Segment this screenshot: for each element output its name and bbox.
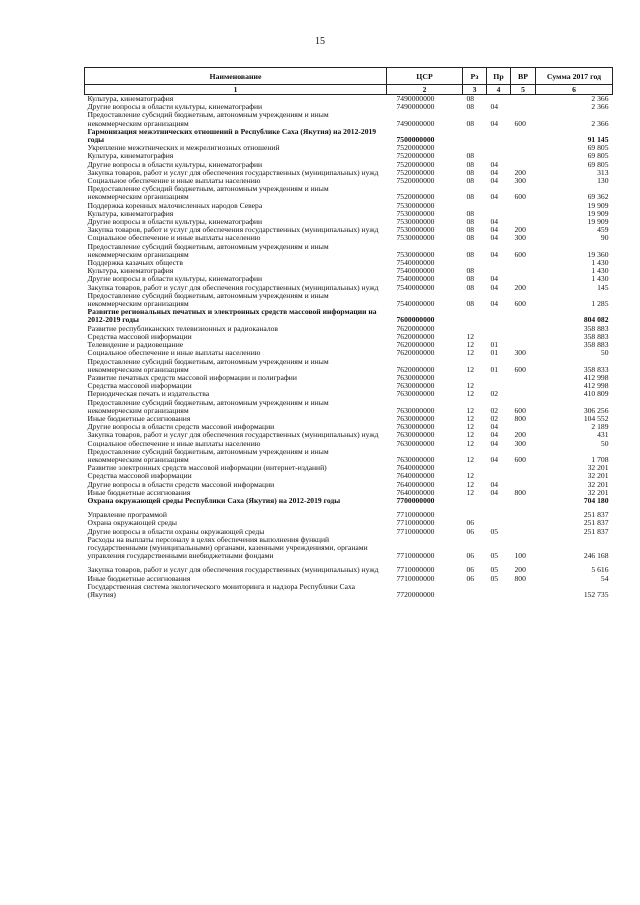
row-vr: 300 bbox=[514, 233, 526, 243]
row-vr bbox=[511, 210, 536, 218]
row-vr bbox=[511, 103, 536, 111]
row-name: Укрепление межэтнических и межрелигиозных отношений bbox=[87, 143, 280, 153]
row-sum: 2 189 bbox=[591, 422, 609, 432]
row-sum: 2 366 bbox=[591, 94, 609, 103]
row-sum: 251 837 bbox=[583, 510, 609, 520]
row-vr: 300 bbox=[514, 176, 526, 186]
row-code: 7630000000 bbox=[396, 454, 435, 464]
row-vr: 600 bbox=[514, 364, 526, 374]
row-sum: 1 430 bbox=[591, 274, 609, 284]
row-vr: 100 bbox=[514, 551, 526, 561]
row-name: Государственная система экологического мониторинга и надзора Республики Саха (Якутия) bbox=[87, 581, 356, 599]
header-csr: ЦСР bbox=[387, 68, 463, 85]
row-vr: 600 bbox=[514, 249, 526, 259]
row-name: Закупка товаров, работ и услуг для обеспечения государственных (муниципальных) нужд bbox=[87, 565, 379, 575]
row-name: Гармонизация межэтнических отношений в Республике Саха (Якутия) на 2012-2019 годы bbox=[87, 126, 377, 145]
row-pr: 04 bbox=[490, 274, 499, 284]
row-pr: 04 bbox=[490, 249, 499, 259]
row-vr bbox=[511, 152, 536, 160]
table-header-row bbox=[85, 68, 613, 85]
row-sum: 69 805 bbox=[587, 151, 609, 161]
row-pr: 04 bbox=[490, 192, 499, 202]
row-sum: 2 366 bbox=[591, 102, 609, 112]
row-name: Другие вопросы в области культуры, кинематографии bbox=[87, 274, 263, 284]
row-sum: 50 bbox=[600, 438, 609, 448]
row-vr: 600 bbox=[514, 299, 526, 309]
row-name: Другие вопросы в области охраны окружающей среды bbox=[87, 526, 265, 536]
row-vr bbox=[511, 202, 536, 210]
row-sum: 19 909 bbox=[587, 200, 609, 210]
row-pr: 01 bbox=[490, 364, 499, 374]
row-name: Предоставление субсидий бюджетным, автономным учреждениям и иным некоммерческим организациям bbox=[87, 184, 329, 202]
row-code: 7710000000 bbox=[396, 551, 435, 561]
row-sum: 804 082 bbox=[583, 315, 609, 325]
row-rz: 12 bbox=[466, 471, 475, 481]
row-sum: 431 bbox=[597, 430, 609, 440]
row-sum: 54 bbox=[600, 573, 609, 583]
row-vr: 300 bbox=[514, 438, 526, 448]
row-code: 7490000000 bbox=[396, 94, 435, 103]
row-rz bbox=[463, 308, 487, 324]
row-rz: 08 bbox=[466, 208, 475, 218]
header-name: Наименование bbox=[85, 68, 387, 85]
row-sum: 5 616 bbox=[591, 565, 609, 575]
table-body bbox=[85, 95, 613, 600]
row-name: Поддержка казачьих обществ bbox=[87, 258, 183, 268]
row-code: 7620000000 bbox=[396, 340, 435, 350]
row-name: Закупка товаров, работ и услуг для обеспечения государственных (муниципальных) нужд bbox=[87, 430, 379, 440]
row-rz: 06 bbox=[466, 565, 475, 575]
row-pr: 02 bbox=[490, 413, 499, 423]
row-pr bbox=[487, 374, 511, 382]
page-number: 15 bbox=[315, 36, 325, 47]
column-number: 6 bbox=[536, 85, 613, 95]
row-vr bbox=[511, 325, 536, 333]
row-rz: 12 bbox=[466, 364, 475, 374]
header-vr: ВР bbox=[511, 68, 536, 85]
row-name: Культура, кинематография bbox=[87, 94, 174, 103]
row-code: 7640000000 bbox=[396, 487, 435, 497]
row-sum: 306 256 bbox=[583, 405, 609, 415]
row-sum: 1 708 bbox=[591, 454, 609, 464]
column-number: 4 bbox=[487, 85, 511, 95]
row-pr: 02 bbox=[490, 389, 499, 399]
row-code: 7630000000 bbox=[396, 438, 435, 448]
row-rz: 12 bbox=[466, 454, 475, 464]
row-name: Развитие печатных средств массовой информации и полиграфии bbox=[87, 372, 297, 382]
row-code: 7640000000 bbox=[396, 463, 435, 473]
row-pr: 04 bbox=[490, 167, 499, 177]
table-row bbox=[85, 399, 613, 415]
row-vr: 800 bbox=[514, 573, 526, 583]
row-name: Развитие региональных печатных и электронных средств массовой информации на 2012-2019 годы bbox=[87, 307, 377, 325]
row-vr: 200 bbox=[514, 430, 526, 440]
row-code: 7520000000 bbox=[396, 143, 435, 153]
table-row bbox=[85, 505, 613, 519]
row-name: Иные бюджетные ассигнования bbox=[87, 573, 191, 583]
row-pr: 04 bbox=[490, 299, 499, 309]
row-sum: 69 805 bbox=[587, 143, 609, 153]
row-name: Другие вопросы в области средств массовой информации bbox=[87, 479, 275, 489]
row-code: 7710000000 bbox=[396, 510, 435, 520]
row-sum: 91 145 bbox=[587, 135, 609, 145]
row-code: 7500000000 bbox=[396, 135, 435, 145]
row-code: 7710000000 bbox=[396, 518, 435, 528]
row-name: Другие вопросы в области культуры, кинематографии bbox=[87, 102, 263, 112]
row-rz: 08 bbox=[466, 217, 475, 227]
row-rz: 12 bbox=[466, 340, 475, 350]
header-rz: Рз bbox=[463, 68, 487, 85]
row-pr: 05 bbox=[490, 573, 499, 583]
row-vr bbox=[511, 128, 536, 144]
row-name: Культура, кинематография bbox=[87, 208, 174, 218]
row-pr: 02 bbox=[490, 405, 499, 415]
row-code: 7620000000 bbox=[396, 348, 435, 358]
row-code: 7530000000 bbox=[396, 233, 435, 243]
row-name: Периодическая печать и издательства bbox=[87, 389, 210, 399]
row-sum: 459 bbox=[597, 225, 609, 235]
row-name: Расходы на выплаты персоналу в целях обеспечения выполнения функций государственными (муниципальными) органами, казенными учреждениями, органами управления государственными внебюджетными фондами bbox=[87, 534, 368, 561]
row-sum: 313 bbox=[597, 167, 609, 177]
row-name: Управление программой bbox=[87, 510, 167, 520]
row-sum: 251 837 bbox=[583, 526, 609, 536]
row-code: 7620000000 bbox=[396, 323, 435, 333]
row-sum: 358 883 bbox=[583, 340, 609, 350]
row-rz: 08 bbox=[466, 94, 475, 103]
row-code: 7710000000 bbox=[396, 526, 435, 536]
row-name: Предоставление субсидий бюджетным, автономным учреждениям и иным некоммерческим организациям bbox=[87, 446, 329, 464]
row-sum: 69 805 bbox=[587, 159, 609, 169]
row-pr: 01 bbox=[490, 348, 499, 358]
row-name: Охрана окружающей среды bbox=[87, 518, 178, 528]
row-name: Иные бюджетные ассигнования bbox=[87, 487, 191, 497]
row-sum: 90 bbox=[600, 233, 609, 243]
row-rz: 12 bbox=[466, 438, 475, 448]
table-row bbox=[85, 308, 613, 324]
row-vr: 600 bbox=[514, 454, 526, 464]
row-vr bbox=[511, 472, 536, 480]
row-sum: 32 201 bbox=[587, 463, 609, 473]
row-code: 7630000000 bbox=[396, 422, 435, 432]
row-code: 7630000000 bbox=[396, 372, 435, 382]
header-sum: Сумма 2017 год bbox=[536, 68, 613, 85]
row-vr bbox=[511, 267, 536, 275]
column-number-row bbox=[85, 85, 613, 95]
table-row bbox=[85, 583, 613, 599]
row-name: Другие вопросы в области культуры, кинематографии bbox=[87, 217, 263, 227]
row-code: 7540000000 bbox=[396, 282, 435, 292]
row-vr bbox=[511, 308, 536, 324]
row-vr: 600 bbox=[514, 192, 526, 202]
row-sum: 246 168 bbox=[583, 551, 609, 561]
row-name: Средства массовой информации bbox=[87, 381, 192, 391]
row-rz: 08 bbox=[466, 151, 475, 161]
table-row bbox=[85, 448, 613, 464]
row-pr bbox=[487, 144, 511, 152]
row-sum: 19 360 bbox=[587, 249, 609, 259]
row-pr bbox=[487, 308, 511, 324]
row-sum: 358 833 bbox=[583, 364, 609, 374]
row-rz: 08 bbox=[466, 282, 475, 292]
row-pr bbox=[487, 497, 511, 505]
row-code: 7530000000 bbox=[396, 249, 435, 259]
row-sum: 145 bbox=[597, 282, 609, 292]
row-vr bbox=[511, 464, 536, 472]
header-pr: Пр bbox=[487, 68, 511, 85]
row-code: 7540000000 bbox=[396, 258, 435, 268]
row-pr: 04 bbox=[490, 479, 499, 489]
row-sum: 130 bbox=[597, 176, 609, 186]
row-rz: 08 bbox=[466, 102, 475, 112]
row-code: 7520000000 bbox=[396, 151, 435, 161]
row-sum: 50 bbox=[600, 348, 609, 358]
row-pr: 01 bbox=[490, 340, 499, 350]
row-sum: 251 837 bbox=[583, 518, 609, 528]
row-rz bbox=[463, 497, 487, 505]
row-code: 7630000000 bbox=[396, 430, 435, 440]
row-name: Культура, кинематография bbox=[87, 266, 174, 276]
row-name: Средства массовой информации bbox=[87, 471, 192, 481]
row-pr: 04 bbox=[490, 438, 499, 448]
row-pr bbox=[487, 128, 511, 144]
row-vr: 800 bbox=[514, 487, 526, 497]
row-rz: 06 bbox=[466, 551, 475, 561]
row-code: 7640000000 bbox=[396, 479, 435, 489]
row-name: Социальное обеспечение и иные выплаты населению bbox=[87, 176, 261, 186]
row-name: Иные бюджетные ассигнования bbox=[87, 413, 191, 423]
row-code: 7620000000 bbox=[396, 331, 435, 341]
row-vr: 200 bbox=[514, 282, 526, 292]
budget-table bbox=[84, 67, 613, 599]
row-code: 7530000000 bbox=[396, 225, 435, 235]
row-name: Другие вопросы в области культуры, кинематографии bbox=[87, 159, 263, 169]
row-pr: 04 bbox=[490, 118, 499, 128]
row-code: 7630000000 bbox=[396, 413, 435, 423]
row-code: 7630000000 bbox=[396, 389, 435, 399]
row-rz: 12 bbox=[466, 487, 475, 497]
row-name: Предоставление субсидий бюджетным, автономным учреждениям и иным некоммерческим организациям bbox=[87, 110, 329, 128]
table-row bbox=[85, 243, 613, 259]
row-sum: 704 180 bbox=[583, 495, 609, 505]
row-sum: 32 201 bbox=[587, 479, 609, 489]
row-rz: 08 bbox=[466, 249, 475, 259]
row-code: 7720000000 bbox=[396, 589, 435, 599]
row-vr bbox=[511, 583, 536, 599]
row-sum: 19 909 bbox=[587, 208, 609, 218]
row-pr bbox=[487, 583, 511, 599]
row-vr bbox=[511, 505, 536, 519]
row-code: 7710000000 bbox=[396, 573, 435, 583]
row-code: 7530000000 bbox=[396, 200, 435, 210]
row-code: 7540000000 bbox=[396, 266, 435, 276]
row-code: 7620000000 bbox=[396, 364, 435, 374]
row-rz: 08 bbox=[466, 176, 475, 186]
row-code: 7600000000 bbox=[396, 315, 435, 325]
row-name: Социальное обеспечение и иные выплаты населению bbox=[87, 348, 261, 358]
row-name: Закупка товаров, работ и услуг для обеспечения государственных (муниципальных) нужд bbox=[87, 225, 379, 235]
row-code: 7520000000 bbox=[396, 167, 435, 177]
column-number: 2 bbox=[387, 85, 463, 95]
row-pr: 04 bbox=[490, 422, 499, 432]
row-code: 7530000000 bbox=[396, 208, 435, 218]
row-vr bbox=[511, 259, 536, 267]
row-name: Телевидение и радиовещание bbox=[87, 340, 184, 350]
row-rz: 08 bbox=[466, 274, 475, 284]
row-vr bbox=[511, 528, 536, 536]
row-pr bbox=[487, 259, 511, 267]
row-name: Предоставление субсидий бюджетным, автономным учреждениям и иным некоммерческим организациям bbox=[87, 397, 329, 415]
row-sum: 104 552 bbox=[583, 413, 609, 423]
row-rz: 12 bbox=[466, 479, 475, 489]
row-name: Поддержка коренных малочисленных народов Севера bbox=[87, 200, 263, 210]
row-vr: 300 bbox=[514, 348, 526, 358]
column-number: 3 bbox=[463, 85, 487, 95]
row-name: Предоставление субсидий бюджетным, автономным учреждениям и иным некоммерческим организациям bbox=[87, 290, 329, 309]
row-rz: 08 bbox=[466, 118, 475, 128]
column-number: 5 bbox=[511, 85, 536, 95]
row-name: Средства массовой информации bbox=[87, 331, 192, 341]
row-rz: 12 bbox=[466, 413, 475, 423]
row-rz: 12 bbox=[466, 381, 475, 391]
row-pr bbox=[487, 505, 511, 519]
row-vr: 600 bbox=[514, 405, 526, 415]
row-vr: 200 bbox=[514, 167, 526, 177]
row-sum: 358 883 bbox=[583, 331, 609, 341]
table-row bbox=[85, 536, 613, 561]
row-name: Охрана окружающей среды Республики Саха (Якутия) на 2012-2019 годы bbox=[87, 495, 341, 505]
row-pr: 04 bbox=[490, 233, 499, 243]
row-vr: 200 bbox=[514, 565, 526, 575]
row-sum: 32 201 bbox=[587, 471, 609, 481]
row-rz bbox=[463, 505, 487, 519]
row-name: Социальное обеспечение и иные выплаты населению bbox=[87, 233, 261, 243]
row-code: 7540000000 bbox=[396, 274, 435, 284]
row-sum: 412 998 bbox=[583, 372, 609, 382]
row-rz: 06 bbox=[466, 573, 475, 583]
row-rz: 08 bbox=[466, 167, 475, 177]
row-sum: 19 909 bbox=[587, 217, 609, 227]
row-code: 7640000000 bbox=[396, 471, 435, 481]
row-code: 7490000000 bbox=[396, 102, 435, 112]
row-pr bbox=[487, 202, 511, 210]
row-rz: 08 bbox=[466, 233, 475, 243]
row-name: Закупка товаров, работ и услуг для обеспечения государственных (муниципальных) нужд bbox=[87, 282, 379, 292]
row-sum: 358 883 bbox=[583, 323, 609, 333]
row-name: Другие вопросы в области средств массовой информации bbox=[87, 422, 275, 432]
row-pr: 04 bbox=[490, 217, 499, 227]
table-row bbox=[85, 128, 613, 144]
row-code: 7490000000 bbox=[396, 118, 435, 128]
table-row bbox=[85, 111, 613, 127]
row-vr bbox=[511, 144, 536, 152]
row-pr bbox=[487, 325, 511, 333]
row-sum: 410 809 bbox=[583, 389, 609, 399]
row-rz: 08 bbox=[466, 192, 475, 202]
row-rz: 12 bbox=[466, 389, 475, 399]
row-name: Предоставление субсидий бюджетным, автономным учреждениям и иным некоммерческим организациям bbox=[87, 356, 329, 374]
row-pr: 04 bbox=[490, 430, 499, 440]
row-code: 7700000000 bbox=[396, 495, 435, 505]
row-vr bbox=[511, 374, 536, 382]
row-code: 7630000000 bbox=[396, 405, 435, 415]
row-rz: 08 bbox=[466, 159, 475, 169]
row-name: Закупка товаров, работ и услуг для обеспечения государственных (муниципальных) нужд bbox=[87, 167, 379, 177]
row-rz: 12 bbox=[466, 348, 475, 358]
row-vr bbox=[511, 497, 536, 505]
row-rz: 12 bbox=[466, 331, 475, 341]
row-pr: 05 bbox=[490, 551, 499, 561]
row-pr: 04 bbox=[490, 159, 499, 169]
row-name: Социальное обеспечение и иные выплаты населению bbox=[87, 438, 261, 448]
row-code: 7530000000 bbox=[396, 217, 435, 227]
table-row bbox=[85, 560, 613, 574]
row-rz: 12 bbox=[466, 422, 475, 432]
row-code: 7710000000 bbox=[396, 565, 435, 575]
row-pr: 04 bbox=[490, 282, 499, 292]
row-pr: 04 bbox=[490, 225, 499, 235]
row-sum: 1 430 bbox=[591, 266, 609, 276]
row-rz: 08 bbox=[466, 266, 475, 276]
row-pr: 04 bbox=[490, 454, 499, 464]
row-sum: 32 201 bbox=[587, 487, 609, 497]
row-sum: 1 285 bbox=[591, 299, 609, 309]
row-vr bbox=[511, 333, 536, 341]
row-rz: 08 bbox=[466, 225, 475, 235]
row-code: 7540000000 bbox=[396, 299, 435, 309]
row-pr: 05 bbox=[490, 526, 499, 536]
row-code: 7520000000 bbox=[396, 176, 435, 186]
row-sum: 1 430 bbox=[591, 258, 609, 268]
row-rz: 12 bbox=[466, 430, 475, 440]
row-vr bbox=[511, 382, 536, 390]
row-pr bbox=[487, 464, 511, 472]
row-rz bbox=[463, 128, 487, 144]
table-row bbox=[85, 497, 613, 505]
row-rz bbox=[463, 583, 487, 599]
row-name: Развитие республиканских телевизионных и радиоканалов bbox=[87, 323, 278, 333]
row-pr: 04 bbox=[490, 487, 499, 497]
row-sum: 412 998 bbox=[583, 381, 609, 391]
row-vr bbox=[511, 95, 536, 104]
row-rz: 06 bbox=[466, 518, 475, 528]
row-name: Предоставление субсидий бюджетным, автономным учреждениям и иным некоммерческим организациям bbox=[87, 241, 329, 259]
row-vr bbox=[511, 519, 536, 527]
row-rz: 06 bbox=[466, 526, 475, 536]
row-vr: 200 bbox=[514, 225, 526, 235]
row-sum: 152 735 bbox=[583, 589, 609, 599]
table-row bbox=[85, 358, 613, 374]
row-name: Развитие электронных средств массовой информации (интернет-изданий) bbox=[87, 463, 327, 473]
row-pr: 04 bbox=[490, 176, 499, 186]
row-rz: 12 bbox=[466, 405, 475, 415]
row-name: Культура, кинематография bbox=[87, 151, 174, 161]
table-row bbox=[85, 185, 613, 201]
row-pr: 04 bbox=[490, 102, 499, 112]
row-vr bbox=[511, 390, 536, 398]
row-code: 7630000000 bbox=[396, 381, 435, 391]
row-vr: 600 bbox=[514, 118, 526, 128]
row-pr: 05 bbox=[490, 565, 499, 575]
row-code: 7520000000 bbox=[396, 159, 435, 169]
row-rz: 08 bbox=[466, 299, 475, 309]
row-sum: 69 362 bbox=[587, 192, 609, 202]
row-sum: 2 366 bbox=[591, 118, 609, 128]
row-vr: 800 bbox=[514, 413, 526, 423]
row-code: 7520000000 bbox=[396, 192, 435, 202]
table-row bbox=[85, 292, 613, 308]
column-number: 1 bbox=[85, 85, 387, 95]
